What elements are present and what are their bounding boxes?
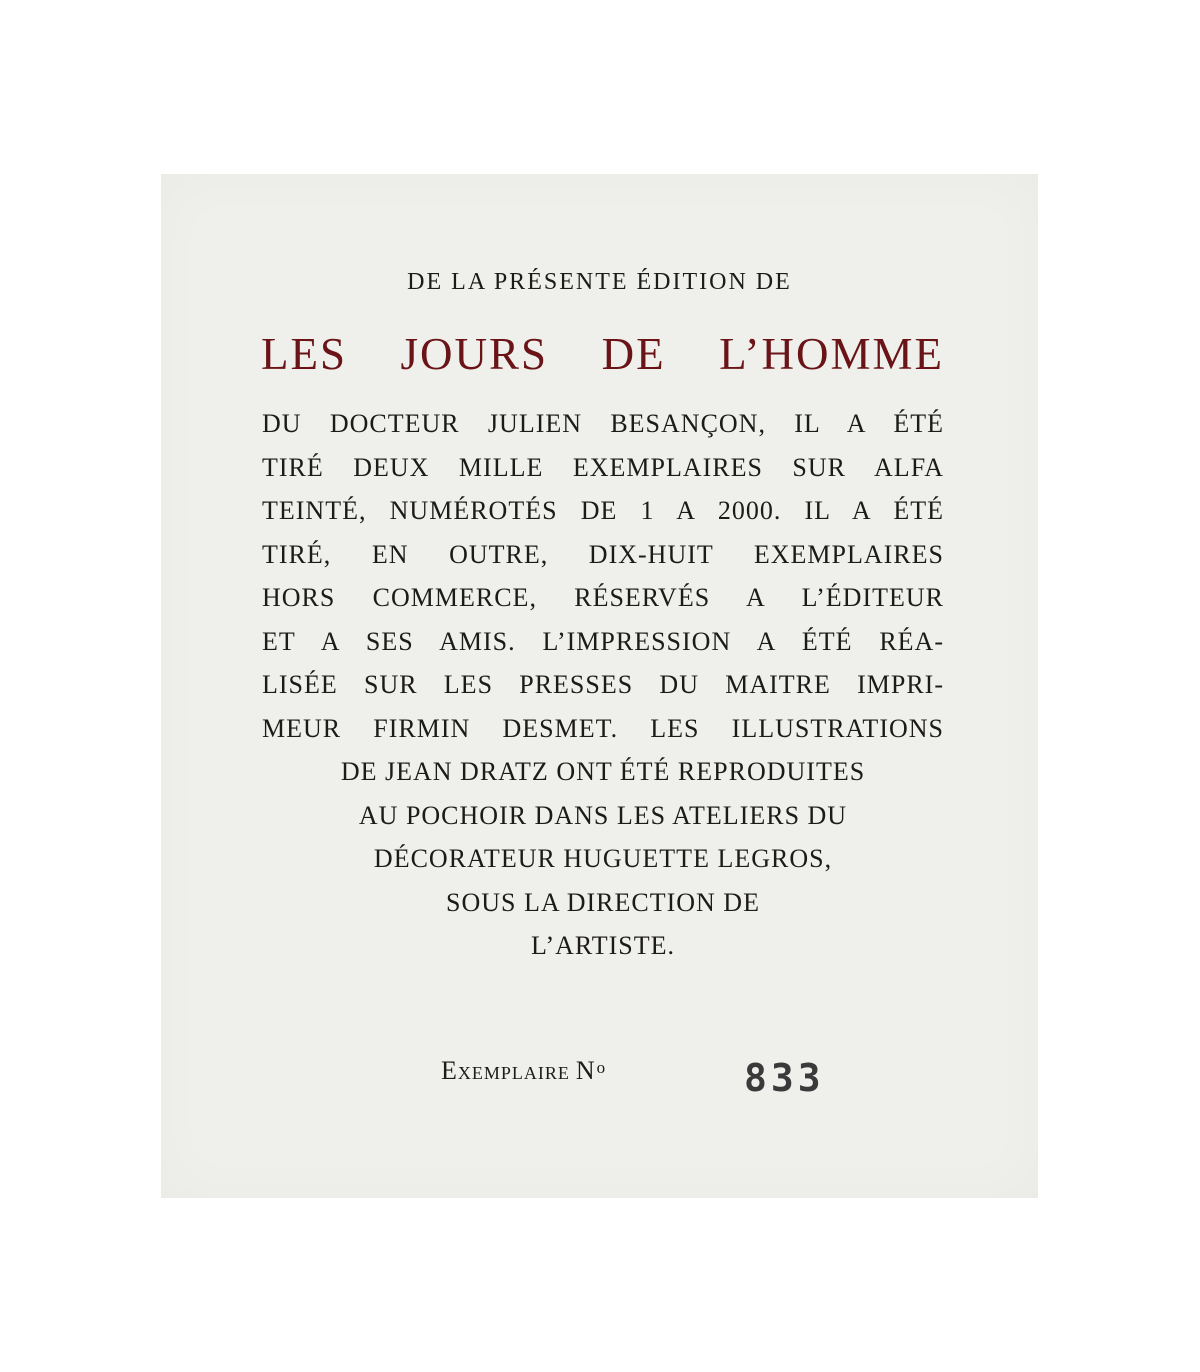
colophon-line: DE JEAN DRATZ ONT ÉTÉ REPRODUITES [340,757,866,786]
colophon-line: TIRÉ, EN OUTRE, DIX-HUIT EXEMPLAIRES [262,539,944,569]
colophon-line: LISÉE SUR LES PRESSES DU MAITRE IMPRI- [262,670,944,699]
colophon-line: TEINTÉ, NUMÉROTÉS DE 1 A 2000. IL A ÉTÉ [262,496,944,525]
intro-line: DE LA PRÉSENTE ÉDITION DE [407,269,792,295]
colophon-line: SOUS LA DIRECTION DE [446,887,760,917]
colophon-line: L’ARTISTE. [531,931,675,960]
colophon-line: DÉCORATEUR HUGUETTE LEGROS, [373,844,833,873]
colophon-page [161,174,1038,1198]
book-title: LES JOURS DE L’HOMME [261,329,944,379]
colophon-line: DU DOCTEUR JULIEN BESANÇON, IL A ÉTÉ [262,409,944,438]
colophon-text [262,402,944,968]
colophon-line: ET A SES AMIS. L’IMPRESSION A ÉTÉ RÉA- [262,626,944,656]
colophon-line: HORS COMMERCE, RÉSERVÉS A L’ÉDITEUR [262,583,944,612]
number-sign: N [575,1056,596,1085]
number-sign-superscript: o [596,1058,607,1077]
copy-number-stamp: 833 [744,1056,825,1100]
colophon-content [161,174,1038,1198]
exemplaire-label-group [441,1056,606,1086]
colophon-line: TIRÉ DEUX MILLE EXEMPLAIRES SUR ALFA [262,452,944,482]
colophon-line: AU POCHOIR DANS LES ATELIERS DU [358,800,848,830]
colophon-line: MEUR FIRMIN DESMET. LES ILLUSTRATIONS [262,713,944,743]
exemplaire-label: Exemplaire [441,1056,570,1085]
